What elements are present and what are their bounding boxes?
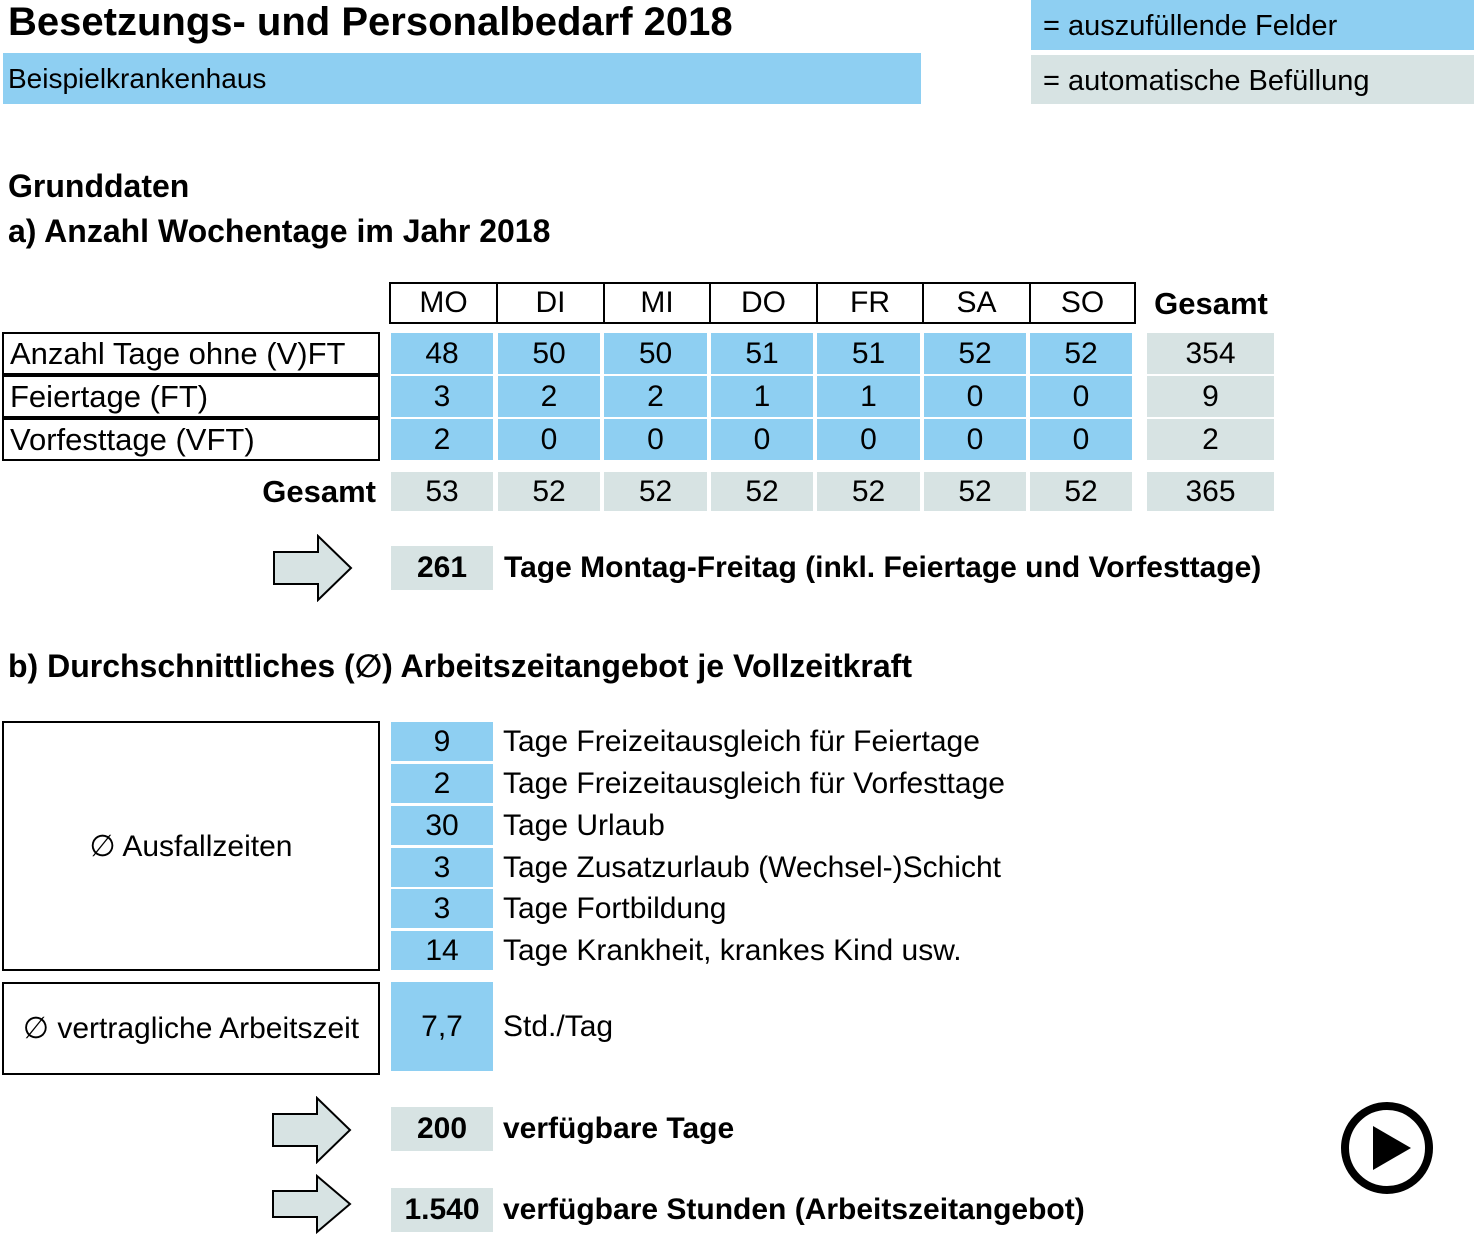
arbeitszeit-unit: Std./Tag: [503, 1009, 614, 1043]
input-cell[interactable]: 2: [498, 376, 600, 417]
legend-input-fields: = auszufüllende Felder: [1031, 0, 1474, 50]
input-cell[interactable]: 51: [817, 333, 920, 374]
section-heading-a: a) Anzahl Wochentage im Jahr 2018: [8, 213, 551, 249]
section-heading-b: b) Durchschnittliches (∅) Arbeitszeitangebot je Vollzeitkraft: [8, 648, 912, 684]
sum-cell: 52: [498, 472, 600, 511]
arrow-right-icon: [271, 1096, 353, 1164]
weekday-header-do: DO: [709, 282, 818, 324]
ausfall-value[interactable]: 2: [391, 764, 493, 803]
sum-cell: 52: [711, 472, 813, 511]
play-button[interactable]: [1339, 1100, 1435, 1196]
weekday-header-sa: SA: [922, 282, 1031, 324]
input-cell[interactable]: 0: [924, 419, 1026, 460]
input-cell[interactable]: 51: [711, 333, 813, 374]
ausfall-value[interactable]: 9: [391, 722, 493, 761]
play-icon: [1339, 1100, 1435, 1196]
ausfall-value[interactable]: 30: [391, 806, 493, 845]
input-cell[interactable]: 0: [711, 419, 813, 460]
page-title: Besetzungs- und Personalbedarf 2018: [8, 0, 733, 44]
sum-cell: 52: [604, 472, 707, 511]
ausfall-text: Tage Urlaub: [503, 808, 665, 842]
total-cell: 2: [1147, 419, 1274, 460]
section-heading-grunddaten: Grunddaten: [8, 168, 190, 204]
sum-cell: 52: [924, 472, 1026, 511]
input-cell[interactable]: 52: [924, 333, 1026, 374]
input-cell[interactable]: 0: [817, 419, 920, 460]
arbeitszeit-input[interactable]: 7,7: [391, 982, 493, 1071]
hospital-name-field[interactable]: Beispielkrankenhaus: [3, 53, 921, 104]
sum-row-label: Gesamt: [262, 474, 376, 509]
sum-cell: 52: [1030, 472, 1132, 511]
input-cell[interactable]: 0: [498, 419, 600, 460]
row-label-anzahl-tage: Anzahl Tage ohne (V)FT: [2, 332, 380, 375]
input-cell[interactable]: 50: [604, 333, 707, 374]
input-cell[interactable]: 50: [498, 333, 600, 374]
input-cell[interactable]: 2: [604, 376, 707, 417]
input-cell[interactable]: 52: [1030, 333, 1132, 374]
ausfall-text: Tage Freizeitausgleich für Vorfesttage: [503, 766, 1005, 800]
ausfall-value[interactable]: 14: [391, 931, 493, 970]
input-cell[interactable]: 3: [391, 376, 493, 417]
input-cell[interactable]: 0: [924, 376, 1026, 417]
input-cell[interactable]: 48: [391, 333, 493, 374]
ausfall-text: Tage Fortbildung: [503, 891, 727, 925]
ausfall-value[interactable]: 3: [391, 889, 493, 928]
sum-cell: 52: [817, 472, 920, 511]
available-days-label: verfügbare Tage: [503, 1112, 735, 1145]
input-cell[interactable]: 0: [1030, 419, 1132, 460]
input-cell[interactable]: 1: [711, 376, 813, 417]
arbeitszeit-label: ∅ vertragliche Arbeitszeit: [2, 982, 380, 1075]
weekday-header-fr: FR: [816, 282, 924, 324]
weekday-header-gesamt: Gesamt: [1154, 285, 1268, 321]
working-days-result-label: Tage Montag-Freitag (inkl. Feiertage und Vorfesttage): [504, 551, 1262, 584]
legend-auto-fields: = automatische Befüllung: [1031, 55, 1474, 104]
grand-total-cell: 365: [1147, 472, 1274, 511]
ausfall-text: Tage Krankheit, krankes Kind usw.: [503, 933, 962, 967]
available-hours-result: 1.540: [391, 1188, 493, 1232]
available-days-result: 200: [391, 1107, 493, 1151]
ausfallzeiten-label: ∅ Ausfallzeiten: [2, 721, 380, 971]
input-cell[interactable]: 2: [391, 419, 493, 460]
arrow-right-icon: [272, 534, 354, 602]
available-hours-label: verfügbare Stunden (Arbeitszeitangebot): [503, 1193, 1085, 1226]
row-label-vorfesttage: Vorfesttage (VFT): [2, 418, 380, 461]
sum-cell: 53: [391, 472, 493, 511]
arrow-right-icon: [271, 1174, 353, 1234]
ausfall-text: Tage Zusatzurlaub (Wechsel-)Schicht: [503, 850, 1001, 884]
row-label-feiertage: Feiertage (FT): [2, 375, 380, 418]
input-cell[interactable]: 1: [817, 376, 920, 417]
input-cell[interactable]: 0: [1030, 376, 1132, 417]
ausfall-value[interactable]: 3: [391, 848, 493, 887]
total-cell: 354: [1147, 333, 1274, 374]
ausfall-text: Tage Freizeitausgleich für Feiertage: [503, 724, 980, 758]
total-cell: 9: [1147, 376, 1274, 417]
weekday-header-mi: MI: [603, 282, 711, 324]
input-cell[interactable]: 0: [604, 419, 707, 460]
working-days-result: 261: [391, 546, 493, 590]
weekday-header-so: SO: [1029, 282, 1136, 324]
weekday-header-mo: MO: [389, 282, 498, 324]
weekday-header-di: DI: [496, 282, 605, 324]
